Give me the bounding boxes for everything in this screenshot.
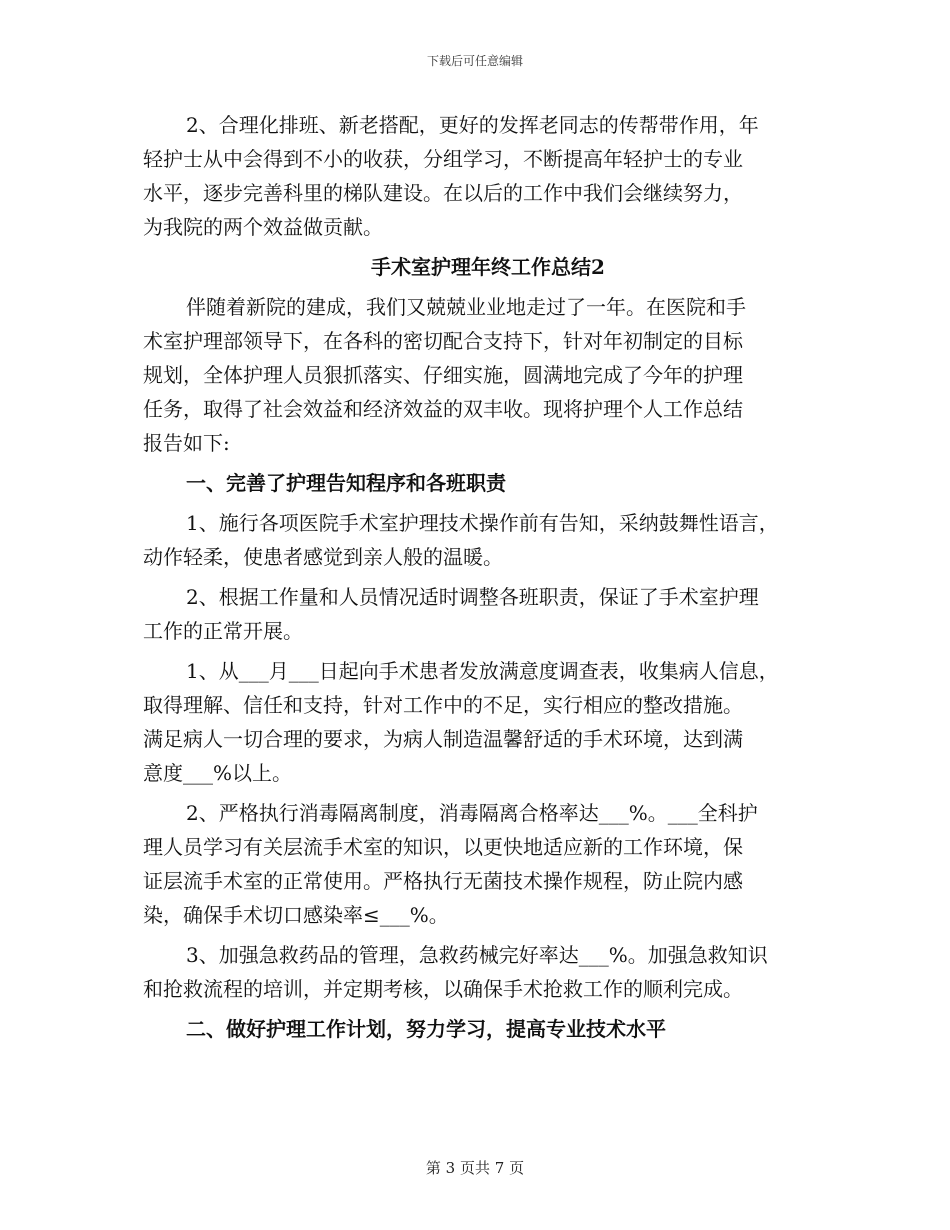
document-body [143,108,833,1052]
text-line: 报告如下: [143,431,230,455]
text-line: 2、合理化排班、新老搭配，更好的发挥老同志的传帮带作用，年 [186,113,759,137]
text-line: 证层流手术室的正常使用。严格执行无菌技术操作规程，防止院内感 [143,869,743,893]
paragraph-emergency-drugs [143,938,833,1006]
text-line: 理人员学习有关层流手术室的知识，以更快地适应新的工作环境，保 [143,835,743,859]
page-footer: 第 3 页共 7 页 [425,1159,525,1177]
text-line: 伴随着新院的建成，我们又兢兢业业地走过了一年。在医院和手 [186,295,746,319]
paragraph-informed-consent [143,506,833,574]
paragraph-shift-duties [143,580,833,648]
text-line: 为我院的两个效益做贡献。 [143,215,383,239]
heading-one: 一、完善了护理告知程序和各班职责 [186,471,506,495]
text-line: 水平，逐步完善科里的梯队建设。在以后的工作中我们会继续努力， [143,181,743,205]
text-line: 任务，取得了社会效益和经济效益的双丰收。现将护理个人工作总结 [143,397,743,421]
paragraph-satisfaction-survey [143,654,833,790]
text-line: 取得理解、信任和支持，针对工作中的不足，实行相应的整改措施。 [143,693,743,717]
paragraph-shift-arrangement [143,108,833,244]
text-line: 2、严格执行消毒隔离制度，消毒隔离合格率达___%。___全科护 [186,801,758,825]
section-title: 手术室护理年终工作总结2 [371,255,605,279]
text-line: 规划，全体护理人员狠抓落实、仔细实施，圆满地完成了今年的护理 [143,363,743,387]
text-line: 1、施行各项医院手术室护理技术操作前有告知，采纳鼓舞性语言， [186,511,779,535]
paragraph-intro [143,290,833,460]
text-line: 动作轻柔，使患者感觉到亲人般的温暖。 [143,545,503,569]
text-line: 工作的正常开展。 [143,619,303,643]
text-line: 2、根据工作量和人员情况适时调整各班职责，保证了手术室护理 [186,585,759,609]
text-line: 意度___%以上。 [143,761,293,785]
text-line: 3、加强急救药品的管理，急救药械完好率达___%。加强急救知识 [186,943,768,967]
text-line: 和抢救流程的培训，并定期考核，以确保手术抢救工作的顺利完成。 [143,977,743,1001]
text-line: 染，确保手术切口感染率≤___%。 [143,903,449,927]
text-line: 轻护士从中会得到不小的收获，分组学习，不断提高年轻护士的专业 [143,147,743,171]
heading-two: 二、做好护理工作计划，努力学习，提高专业技术水平 [186,1017,666,1041]
text-line: 术室护理部领导下，在各科的密切配合支持下，针对年初制定的目标 [143,329,743,353]
text-line: 满足病人一切合理的要求，为病人制造温馨舒适的手术环境，达到满 [143,727,743,751]
paragraph-disinfection [143,796,833,932]
page-header: 下载后可任意编辑 [426,54,523,68]
text-line: 1、从___月___日起向手术患者发放满意度调查表，收集病人信息， [186,659,779,683]
